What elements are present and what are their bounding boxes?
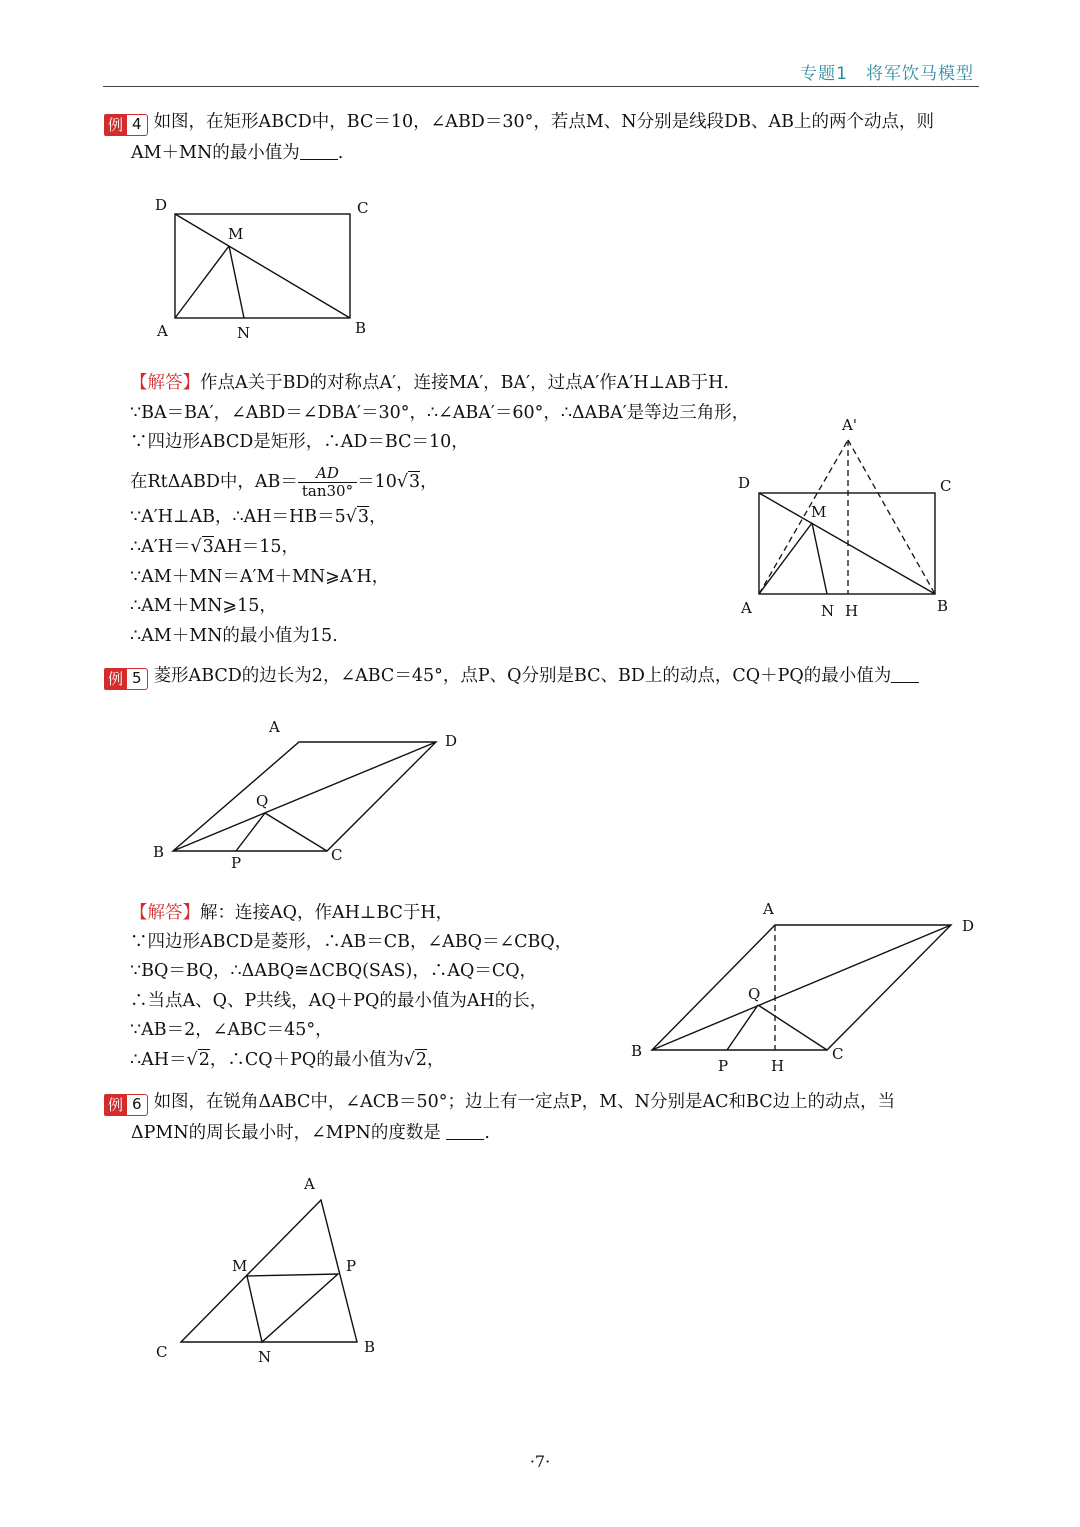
page-number: ·7· bbox=[529, 1452, 551, 1471]
label-n: N bbox=[258, 1348, 272, 1366]
label-b: B bbox=[355, 319, 367, 337]
label-q: Q bbox=[748, 985, 761, 1003]
ex6-question-line1: 例 6 如图，在锐角ΔABC中，∠ACB＝50°；边上有一定点P，M、N分别是AC和BC边上的动点，当 bbox=[104, 1088, 895, 1116]
label-d: D bbox=[962, 917, 975, 935]
ex4-solution-line5: ∵A′H⊥AB，∴AH＝HB＝5√3， bbox=[130, 507, 387, 527]
label-m: M bbox=[232, 1257, 248, 1275]
ex6-badge: 例 6 bbox=[104, 1094, 148, 1116]
ex4-question-line2: AM＋MN的最小值为 . bbox=[131, 143, 344, 163]
ex5-solution-line4: ∴当点A、Q、P共线，AQ＋PQ的最小值为AH的长， bbox=[130, 991, 548, 1011]
ex4-solution-line6: ∴A′H＝√3AH＝15， bbox=[130, 537, 299, 557]
label-n: N bbox=[237, 324, 251, 342]
ex4-solution-line7: ∵AM＋MN＝A′M＋MN⩾A′H， bbox=[130, 567, 390, 587]
ex4-solution-line4: 在RtΔABD中，AB＝ $\frac{AD}{\tan 30^\circ}$ ＝10√3， bbox=[130, 464, 438, 500]
label-a: A bbox=[269, 718, 280, 736]
label-d: D bbox=[445, 732, 458, 750]
label-c: C bbox=[940, 477, 952, 495]
label-c: C bbox=[832, 1045, 844, 1063]
ex4-solution-line2: ∵BA＝BA′，∠ABD＝∠DBA′＝30°，∴∠ABA′＝60°，∴ΔABA′是等边三角形， bbox=[130, 403, 750, 423]
ex5-solution-line5: ∵AB＝2，∠ABC＝45°， bbox=[130, 1020, 333, 1040]
ex5-question-line1: 例 5 菱形ABCD的边长为2，∠ABC＝45°，点P、Q分别是BC、BD上的动点，CQ＋PQ的最小值为 bbox=[104, 662, 919, 690]
label-a: A bbox=[741, 599, 752, 617]
label-b: B bbox=[937, 597, 949, 615]
label-p: P bbox=[231, 854, 242, 872]
label-b: B bbox=[153, 843, 165, 861]
label-h: H bbox=[845, 602, 859, 620]
label-a-prime: A' bbox=[842, 416, 857, 434]
label-d: D bbox=[738, 474, 751, 492]
header-title: 专题1 将军饮马模型 bbox=[800, 64, 974, 84]
label-p: P bbox=[346, 1257, 357, 1275]
ex5-solution-line3: ∵BQ＝BQ，∴ΔABQ≅ΔCBQ(SAS)，∴AQ＝CQ， bbox=[130, 961, 538, 981]
label-n: N bbox=[821, 602, 835, 620]
ex5-solution-line1: 【解答】解：连接AQ，作AH⊥BC于H， bbox=[130, 903, 454, 923]
ex6-question-line2: ΔPMN的周长最小时，∠MPN的度数是 . bbox=[131, 1123, 490, 1143]
label-a: A bbox=[304, 1175, 315, 1193]
ex4-solution-line3: ∵四边形ABCD是矩形，∴AD＝BC＝10， bbox=[130, 432, 469, 452]
label-m: M bbox=[811, 503, 827, 521]
ex4-solution-line8: ∴AM＋MN⩾15， bbox=[130, 596, 277, 616]
ex5-solution-line2: ∵四边形ABCD是菱形，∴AB＝CB，∠ABQ＝∠CBQ， bbox=[130, 932, 573, 952]
ex4-solution-line9: ∴AM＋MN的最小值为15. bbox=[130, 626, 338, 646]
label-a: A bbox=[763, 900, 774, 918]
label-c: C bbox=[357, 199, 369, 217]
label-h: H bbox=[771, 1057, 785, 1075]
ex4-badge: 例 4 bbox=[104, 114, 148, 136]
triangle-abc bbox=[181, 1200, 357, 1342]
fraction: $\frac{AD}{\tan 30^\circ}$ bbox=[298, 465, 357, 500]
label-b: B bbox=[364, 1338, 376, 1356]
label-p: P bbox=[718, 1057, 729, 1075]
label-m: M bbox=[228, 225, 244, 243]
ex4-question-line1: 例 4 如图，在矩形ABCD中，BC＝10，∠ABD＝30°，若点M、N分别是线段DB、AB上的两个动点，则 bbox=[104, 108, 934, 136]
label-a: A bbox=[157, 322, 168, 340]
ex5-badge: 例 5 bbox=[104, 668, 148, 690]
label-c: C bbox=[331, 846, 343, 864]
label-q: Q bbox=[256, 792, 269, 810]
label-b: B bbox=[631, 1042, 643, 1060]
ex5-solution-line6: ∴AH＝√2，∴CQ＋PQ的最小值为√2， bbox=[130, 1050, 445, 1070]
label-d: D bbox=[155, 196, 168, 214]
ex4-solution-line1: 【解答】作点A关于BD的对称点A′，连接MA′，BA′，过点A′作A′H⊥AB于H. bbox=[130, 373, 729, 393]
triangle-pmn bbox=[247, 1274, 338, 1342]
label-c: C bbox=[156, 1343, 168, 1361]
